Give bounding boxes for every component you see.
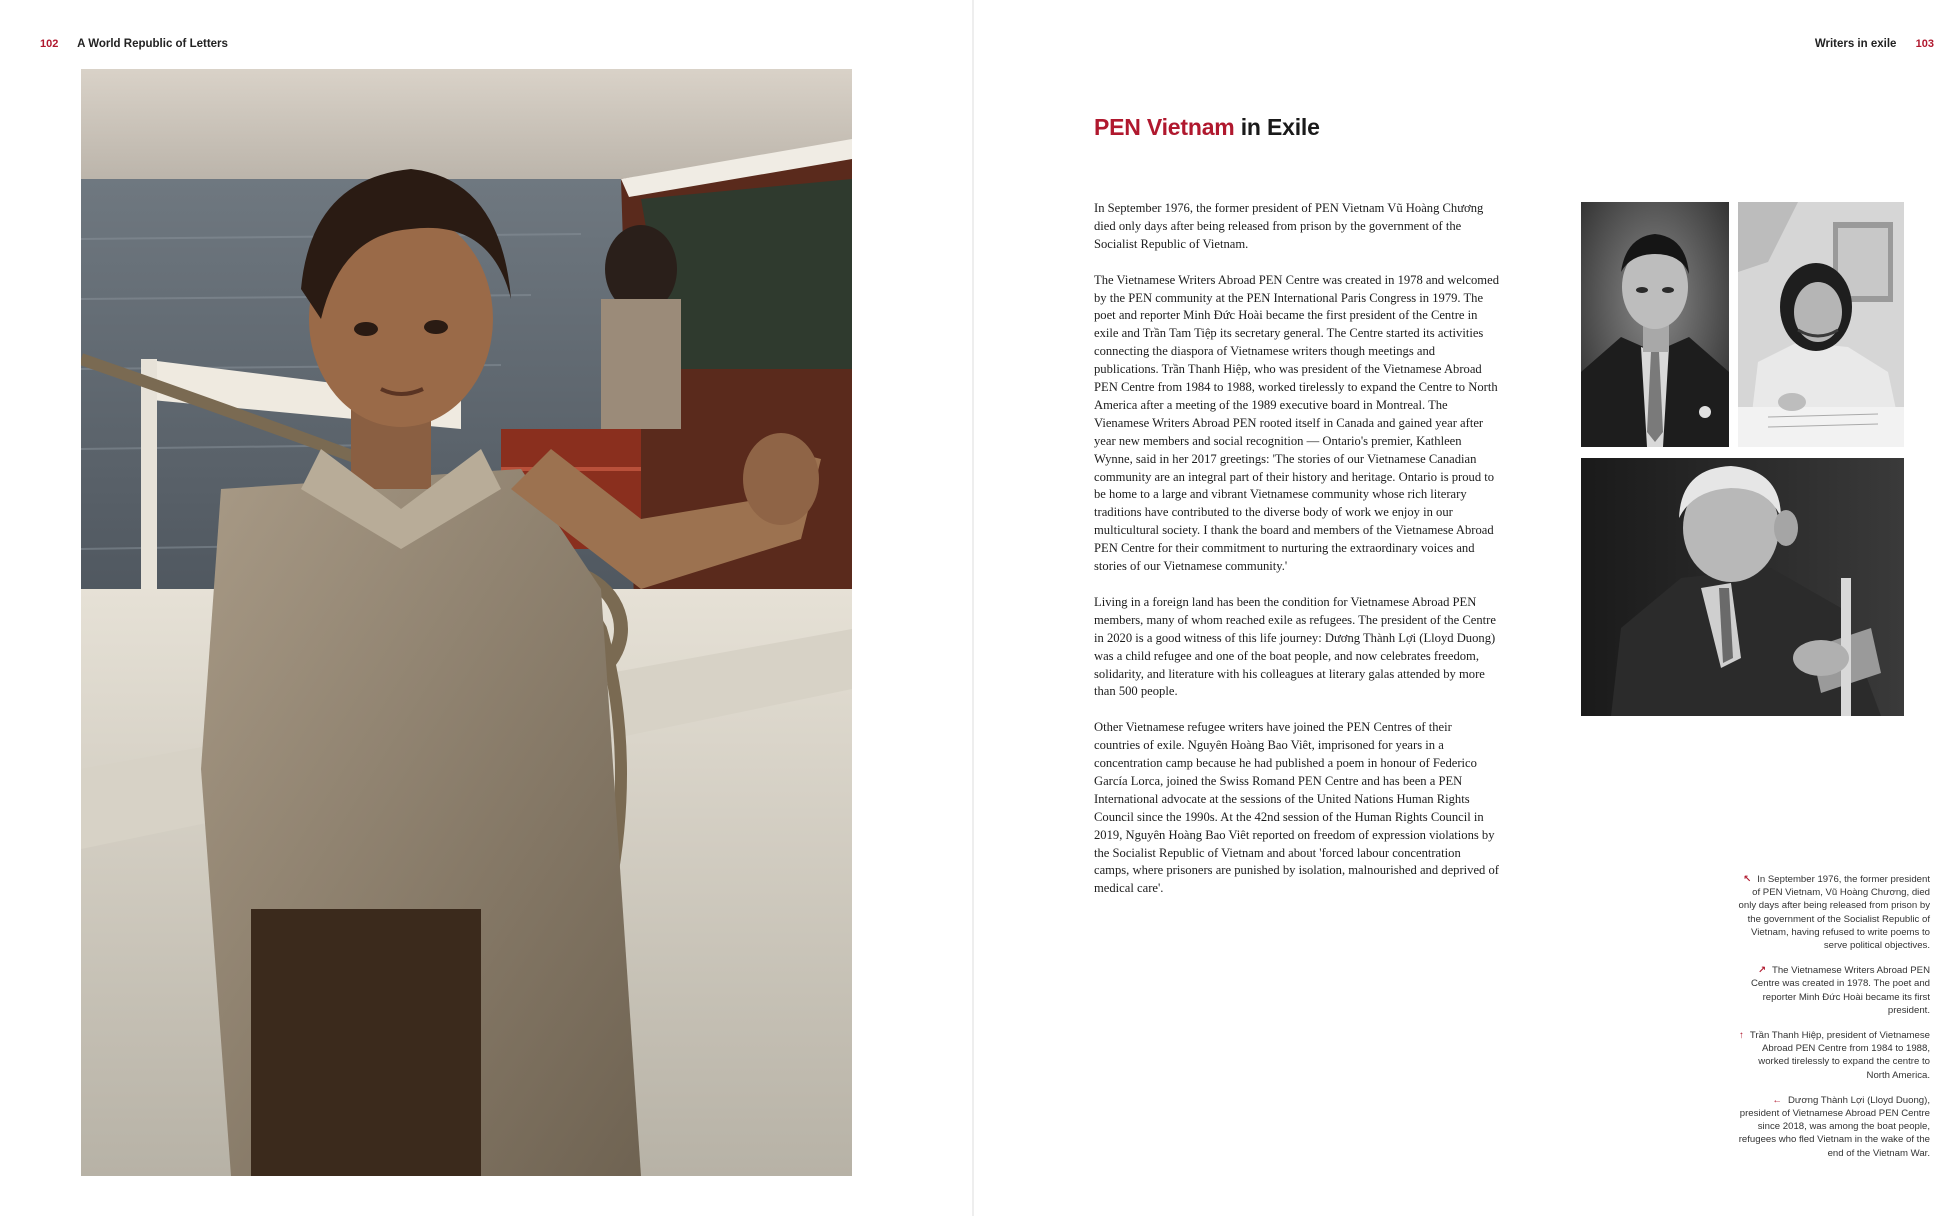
right-running-head xyxy=(1815,38,1934,50)
paragraph: In September 1976, the former president of PEN Vietnam Vũ Hoàng Chương died only days after being released from prison by the government of the Socialist Republic of Vietnam. xyxy=(1094,201,1484,251)
arrow-up-left-icon: ↖ xyxy=(1743,874,1752,885)
caption-text: Dương Thành Lợi (Lloyd Duong), president of Vietnamese Abroad PEN Centre since 2018, was among the boat people, refugees who fled Vietnam in the wake of the end of the Vietnam War. xyxy=(1738,1094,1930,1159)
left-running-head xyxy=(40,38,228,50)
boat-refugee-boy-photo xyxy=(81,69,852,1176)
left-running-title: A World Republic of Letters xyxy=(77,38,228,50)
body-text xyxy=(1094,200,1499,916)
paragraph: Living in a foreign land has been the condition for Vietnamese Abroad PEN members, many of whom reached exile as refugees. The president of the Centre in 2020 is a good witness of this life journey: Dương Thành Lợi (Lloyd Duong) was a child refugee and one of the boat people, and now celebrates freedom, solidarity, and literature with his colleagues at literary galas attended by more than 500 people. xyxy=(1094,594,1496,699)
chapter-title-rest: in Exile xyxy=(1234,114,1320,140)
chapter-title xyxy=(1094,114,1320,141)
right-folio: 103 xyxy=(1915,38,1934,50)
right-running-title: Writers in exile xyxy=(1814,38,1897,50)
caption xyxy=(1734,1029,1930,1082)
photo-captions xyxy=(1734,873,1930,1172)
portrait-vu-hoang-chuong-photo xyxy=(1581,202,1729,447)
paragraph: The Vietnamese Writers Abroad PEN Centre was created in 1978 and welcomed by the PEN community at the PEN International Paris Congress in 1979. The poet and reporter Minh Đức Hoài became the first president of the Centre in exile and Trần Tam Tiệp its secretary general. The Centre started its activities connecting the diaspora of Vietnamese writers though meetings and publications. Trần Thanh Hiệp, who was president of the Vietnamese Abroad PEN Centre from 1984 to 1988, worked tirelessly to expand the Centre to North America after a meeting of the 1989 executive board in Montreal. The Vienamese Writers Abroad PEN rooted itself in Canada and gained year after year new members and social recognition — Ontario's premier, Kathleen Wynne, said in her 2017 greetings: 'The stories of our Vietnamese Canadian community are an integral part of their history and heritage. Ontario is proud to be home to a large and vibrant Vietnamese community whose rich literary traditions have contributed to the diverse body of work we enjoy in our multicultural society. I thank the board and members of the Vietnamese Abroad PEN Centre for their commitment to nurturing the extraordinary voices and stories of our Vietnamese community.' xyxy=(1094,272,1499,574)
caption xyxy=(1734,873,1930,952)
arrow-up-icon: ↑ xyxy=(1739,1030,1744,1042)
left-page xyxy=(0,0,972,1216)
portrait-tran-thanh-hiep-photo xyxy=(1581,458,1904,716)
right-page xyxy=(974,0,1946,1216)
caption xyxy=(1734,1094,1930,1160)
arrow-up-right-icon: ↗ xyxy=(1757,965,1766,977)
caption xyxy=(1734,964,1930,1017)
arrow-left-icon: ← xyxy=(1772,1094,1782,1106)
caption-text: In September 1976, the former president of PEN Vietnam, Vũ Hoàng Chương, died only days after being released from prison by the government of the Socialist Republic of Vietnam, having refused to write poems to serve political objectives. xyxy=(1738,874,1930,952)
portrait-minh-duc-hoai-photo xyxy=(1738,202,1904,447)
chapter-title-accent: PEN Vietnam xyxy=(1094,114,1235,140)
caption-text: The Vietnamese Writers Abroad PEN Centre was created in 1978. The poet and reporter Minh Đức Hoài became its first president. xyxy=(1750,965,1930,1016)
caption-text: Trần Thanh Hiệp, president of Vietnamese Abroad PEN Centre from 1984 to 1988, worked tirelessly to expand the centre to North America. xyxy=(1749,1030,1930,1081)
paragraph: Other Vietnamese refugee writers have joined the PEN Centres of their countries of exile. Nguyên Hoàng Bao Viêt, imprisoned for years in a concentration camp because he had published a poem in honour of Federico García Lorca, joined the Swiss Romand PEN Centre and has been a PEN International advocate at the sessions of the United Nations Human Rights Council since the 1990s. At the 42nd session of the Human Rights Council in 2019, Nguyên Hoàng Bao Viêt reported on freedom of expression violations by the Socialist Republic of Vietnam and about 'forced labour concentration camps, where prisoners are punished by isolation, malnourished and deprived of medical care'. xyxy=(1094,720,1499,896)
left-folio: 102 xyxy=(40,38,59,50)
